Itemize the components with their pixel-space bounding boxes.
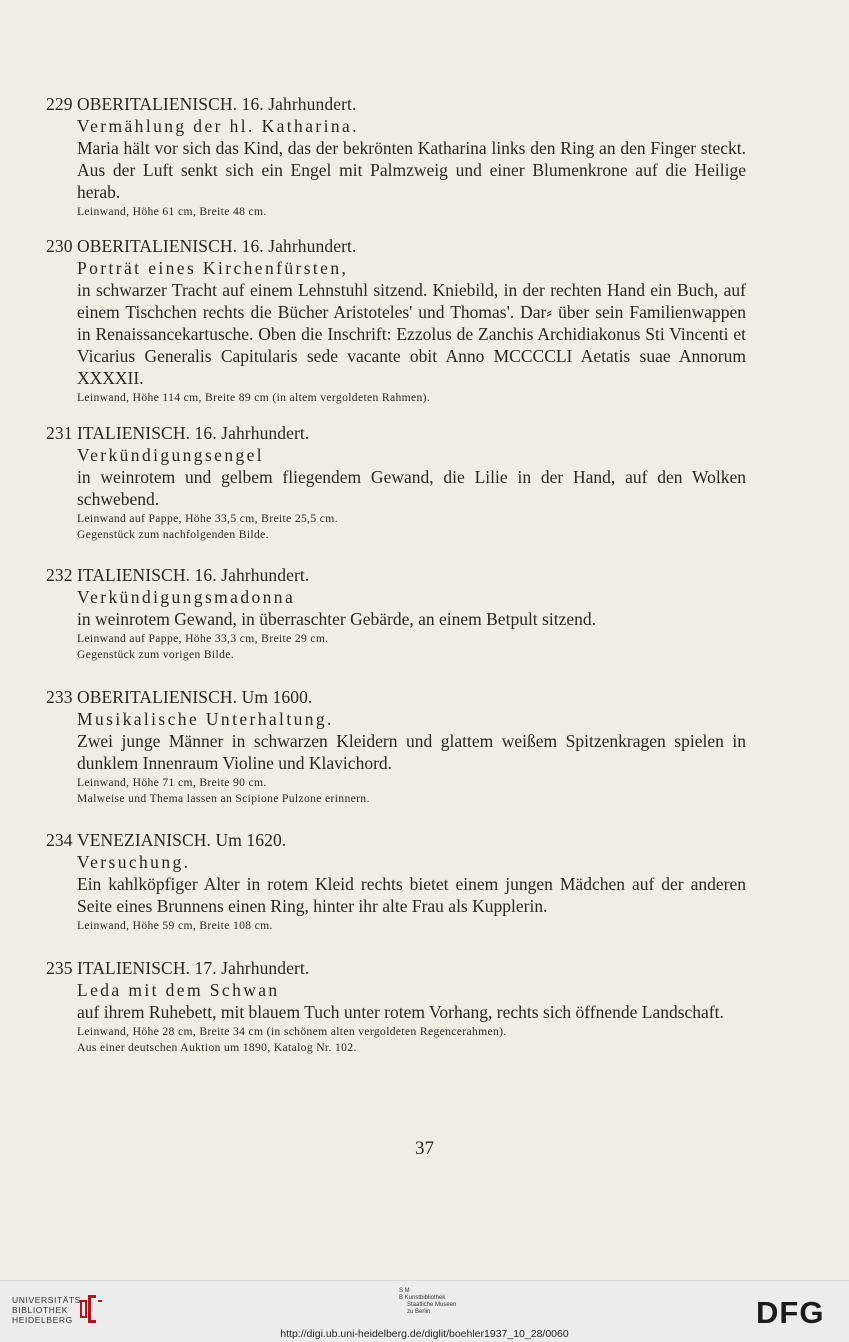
entry-number: 230 bbox=[46, 236, 73, 256]
entry-meta-line: Leinwand, Höhe 61 cm, Breite 48 cm. bbox=[77, 205, 267, 218]
entry-description: in weinrotem Gewand, in überraschter Gebärde, an einem Betpult sitzend. bbox=[77, 609, 596, 629]
entry-meta-line: Leinwand auf Pappe, Höhe 33,5 cm, Breite 25,5 cm. bbox=[77, 512, 338, 525]
museum-stamp bbox=[399, 1288, 456, 1316]
entry-title: Versuchung. bbox=[77, 852, 191, 872]
entry-description: auf ihrem Ruhebett, mit blauem Tuch unter rotem Vorhang, rechts sich öffnende Landschaft. bbox=[77, 1002, 724, 1022]
entry-meta-line: Gegenstück zum vorigen Bilde. bbox=[77, 648, 234, 661]
entry-meta-line: Malweise und Thema lassen an Scipione Pulzone erinnern. bbox=[77, 792, 370, 805]
entry-description: in schwarzer Tracht auf einem Lehnstuhl sitzend. Kniebild, in der rechten Hand ein Buch, auf einem Tischchen rechts die Bücher Aristoteles' und Thomas'. Dar⸗ über sein Familienwappen in Renaissancekartusche. Oben die Inschrift: Ezzolus de Zanchis Archidiakonus Sti Vincenti et Vicarius Generalis Capitularis sede vacante obit Anno MCCCCLI Aetatis suae Annorum XXXXII. bbox=[77, 280, 746, 388]
library-name-line: UNIVERSITÄTS- bbox=[12, 1295, 85, 1305]
stamp-line: B Kunstbibliothek bbox=[399, 1295, 446, 1301]
stamp-line: Staatliche Museen bbox=[407, 1302, 457, 1308]
entry-school-date: ITALIENISCH. 16. Jahrhundert. bbox=[77, 565, 310, 585]
catalog-entry-234 bbox=[46, 829, 746, 934]
catalog-entry-231 bbox=[46, 422, 746, 543]
stamp-line: S M bbox=[399, 1288, 410, 1294]
entry-number: 234 bbox=[46, 830, 73, 850]
entry-description: Maria hält vor sich das Kind, das der bekrönten Katharina links den Ring an den Finger steckt. Aus der Luft senkt sich ein Engel mit Palmzweig und einer Blumenkrone auf die Heilige herab. bbox=[77, 138, 746, 202]
entry-description: in weinrotem und gelbem fliegendem Gewand, die Lilie in der Hand, auf den Wolken schwebend. bbox=[77, 467, 746, 509]
page-number: 37 bbox=[415, 1138, 434, 1159]
permalink-url[interactable]: http://digi.ub.uni-heidelberg.de/diglit/boehler1937_10_28/0060 bbox=[280, 1328, 569, 1340]
catalog-entry-230 bbox=[46, 235, 746, 406]
entry-title: Verkündigungsengel bbox=[77, 445, 265, 465]
entry-meta-line: Leinwand, Höhe 114 cm, Breite 89 cm (in altem vergoldeten Rahmen). bbox=[77, 391, 431, 404]
entry-meta-line: Aus einer deutschen Auktion um 1890, Katalog Nr. 102. bbox=[77, 1041, 357, 1054]
entry-heading bbox=[46, 829, 746, 851]
viewer-footer bbox=[0, 1280, 849, 1342]
entry-meta-line: Leinwand, Höhe 59 cm, Breite 108 cm. bbox=[77, 919, 273, 932]
entry-school-date: OBERITALIENISCH. 16. Jahrhundert. bbox=[77, 236, 357, 256]
entry-meta-line: Leinwand, Höhe 28 cm, Breite 34 cm (in schönem alten vergoldeten Regencerahmen). bbox=[77, 1025, 507, 1038]
library-logo-icon bbox=[78, 1293, 104, 1325]
entry-number: 233 bbox=[46, 687, 73, 707]
entry-description: Ein kahlköpfiger Alter in rotem Kleid rechts bietet einem jungen Mädchen auf der anderen Seite eines Brunnens einen Ring, hinter ihr alte Frau als Kupplerin. bbox=[77, 874, 746, 916]
entry-title: Leda mit dem Schwan bbox=[77, 980, 280, 1000]
dfg-logo: DFG bbox=[756, 1295, 825, 1330]
entry-heading bbox=[46, 686, 746, 708]
entry-title: Porträt eines Kirchenfürsten, bbox=[77, 258, 349, 278]
entry-number: 231 bbox=[46, 423, 73, 443]
catalog-entry-233 bbox=[46, 686, 746, 807]
catalog-entry-229 bbox=[46, 93, 746, 220]
entry-title: Verkündigungsmadonna bbox=[77, 587, 296, 607]
entry-description: Zwei junge Männer in schwarzen Kleidern und glattem weißem Spitzenkragen spielen in dunklem Innenraum Violine und Klavichord. bbox=[77, 731, 746, 773]
entry-meta-line: Gegenstück zum nachfolgenden Bilde. bbox=[77, 528, 269, 541]
entry-heading bbox=[46, 564, 746, 586]
stamp-line: zu Berlin bbox=[407, 1309, 431, 1315]
entry-heading bbox=[46, 235, 746, 257]
entry-school-date: OBERITALIENISCH. Um 1600. bbox=[77, 687, 313, 707]
entry-number: 235 bbox=[46, 958, 73, 978]
entry-heading bbox=[46, 422, 746, 444]
library-name bbox=[12, 1295, 85, 1325]
entry-meta-line: Leinwand, Höhe 71 cm, Breite 90 cm. bbox=[77, 776, 267, 789]
catalog-entry-235 bbox=[46, 957, 746, 1056]
entry-school-date: ITALIENISCH. 17. Jahrhundert. bbox=[77, 958, 310, 978]
entry-school-date: ITALIENISCH. 16. Jahrhundert. bbox=[77, 423, 310, 443]
catalog-entry-232 bbox=[46, 564, 746, 663]
entry-school-date: OBERITALIENISCH. 16. Jahrhundert. bbox=[77, 94, 357, 114]
entry-title: Musikalische Unterhaltung. bbox=[77, 709, 334, 729]
entry-heading bbox=[46, 93, 746, 115]
entry-number: 232 bbox=[46, 565, 73, 585]
library-name-line: HEIDELBERG bbox=[12, 1315, 73, 1325]
library-name-line: BIBLIOTHEK bbox=[12, 1305, 69, 1315]
entry-title: Vermählung der hl. Katharina. bbox=[77, 116, 359, 136]
entry-meta-line: Leinwand auf Pappe, Höhe 33,3 cm, Breite 29 cm. bbox=[77, 632, 329, 645]
entry-heading bbox=[46, 957, 746, 979]
entry-school-date: VENEZIANISCH. Um 1620. bbox=[77, 830, 287, 850]
entry-number: 229 bbox=[46, 94, 73, 114]
